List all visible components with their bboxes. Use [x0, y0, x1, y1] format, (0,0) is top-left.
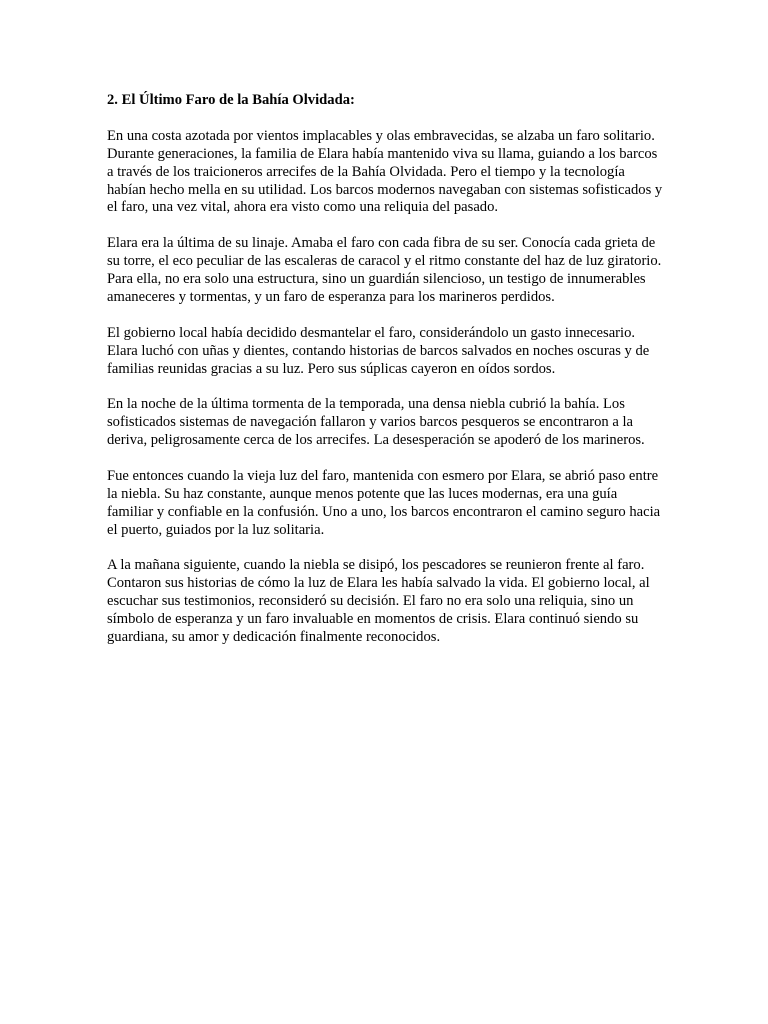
paragraph-3: El gobierno local había decidido desmantelar el faro, considerándolo un gasto innecesario. Elara luchó con uñas y dientes, contando historias de barcos salvados en noches oscuras y de familias reunidas gracias a su luz. Pero sus súplicas cayeron en oídos sordos. [107, 324, 650, 377]
paragraph-4: En la noche de la última tormenta de la temporada, una densa niebla cubrió la bahía. Los sofisticados sistemas de navegación fallaron y varios barcos pesqueros se encontraron a la deriva, peligrosamente cerca de los arrecifes. La desesperación se apoderó de los marineros. [107, 396, 645, 449]
paragraph-6: A la mañana siguiente, cuando la niebla se disipó, los pescadores se reunieron frente al faro. Contaron sus historias de cómo la luz de Elara les había salvado la vida. El gobierno local, al escuchar sus testimonios, reconsideró su decisión. El faro no era solo una reliquia, sino un símbolo de esperanza y un faro invaluable en momentos de crisis. Elara continuó siendo su guardiana, su amor y dedicación finalmente reconocidos. [107, 557, 650, 646]
paragraph-1: En una costa azotada por vientos implacables y olas embravecidas, se alzaba un faro solitario. Durante generaciones, la familia de Elara había mantenido viva su llama, guiando a los barcos a través de los traicioneros arrecifes de la Bahía Olvidada. Pero el tiempo y la tecnología habían hecho mella en su utilidad. Los barcos modernos navegaban con sistemas sofisticados y el faro, una vez vital, ahora era visto como una reliquia del pasado. [107, 127, 663, 216]
paragraph-5: Fue entonces cuando la vieja luz del faro, mantenida con esmero por Elara, se abrió paso entre la niebla. Su haz constante, aunque menos potente que las luces modernas, era una guía familiar y confiable en la confusión. Uno a uno, los barcos encontraron el camino seguro hacia el puerto, guiados por la luz solitaria. [107, 467, 661, 538]
document-title: 2. El Último Faro de la Bahía Olvidada: [107, 92, 355, 108]
paragraph-2: Elara era la última de su linaje. Amaba el faro con cada fibra de su ser. Conocía cada grieta de su torre, el eco peculiar de las escaleras de caracol y el ritmo constante del haz de luz giratorio. Para ella, no era solo una estructura, sino un guardián silencioso, un testigo de innumerables amaneceres y tormentas, y un faro de esperanza para los marineros perdidos. [107, 235, 662, 305]
document-body [107, 92, 663, 665]
